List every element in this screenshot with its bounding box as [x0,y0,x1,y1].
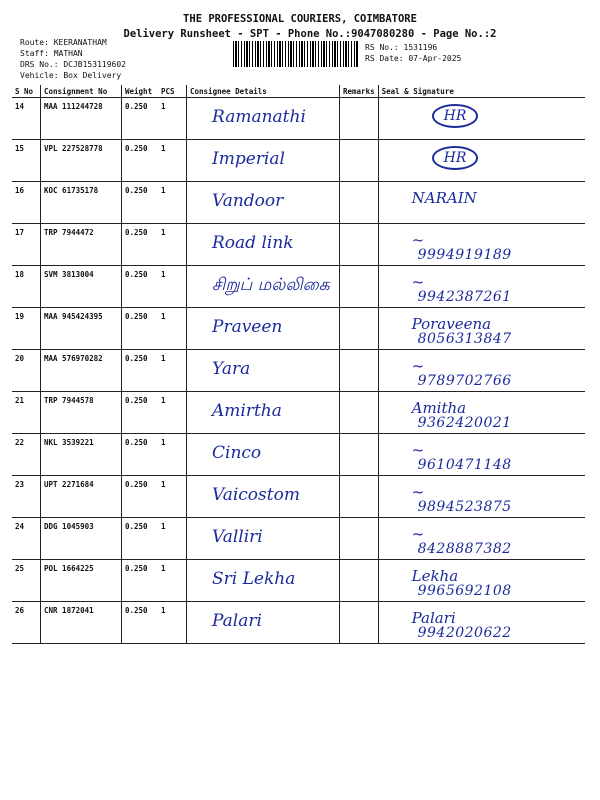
cell-remarks [340,560,379,602]
signature: Lekha [411,567,459,585]
cell-consignment: VPL 227528778 [41,140,122,182]
col-sno: S No [12,85,41,98]
receiver-phone: 9362420021 [417,415,512,431]
consignee-handwriting: சிறுப் மல்லிகை [212,275,330,295]
cell-signature [378,224,585,266]
cell-consignment: MAA 111244728 [41,98,122,140]
cell-signature [378,308,585,350]
cell-remarks [340,602,379,644]
cell-consignment: KOC 61735178 [41,182,122,224]
cell-signature [378,266,585,308]
cell-consignee [187,140,340,182]
cell-signature [378,476,585,518]
cell-consignee [187,350,340,392]
table-row [12,434,585,476]
cell-weight: 0.250 [122,350,159,392]
document-title: THE PROFESSIONAL COURIERS, COIMBATORE [183,13,417,25]
cell-weight: 0.250 [122,518,159,560]
cell-sno: 19 [12,308,41,350]
cell-pcs: 1 [158,350,187,392]
cell-sno: 26 [12,602,41,644]
col-seal-signature: Seal & Signature [378,85,585,98]
cell-weight: 0.250 [122,602,159,644]
receiver-phone: 9610471148 [417,457,512,473]
cell-weight: 0.250 [122,392,159,434]
cell-remarks [340,98,379,140]
cell-sno: 17 [12,224,41,266]
consignee-handwriting: Palari [212,611,262,631]
col-consignee: Consignee Details [187,85,340,98]
signature: Amitha [411,399,467,417]
cell-weight: 0.250 [122,560,159,602]
cell-consignee [187,308,340,350]
cell-weight: 0.250 [122,182,159,224]
cell-weight: 0.250 [122,98,159,140]
signature: Palari [411,609,456,627]
col-pcs: PCS [158,85,187,98]
cell-sno: 21 [12,392,41,434]
cell-signature [378,350,585,392]
meta-right [365,42,461,64]
cell-remarks [340,518,379,560]
cell-weight: 0.250 [122,266,159,308]
cell-consignee [187,98,340,140]
col-weight: Weight [122,85,159,98]
table-row [12,266,585,308]
consignee-handwriting: Amirtha [212,401,282,421]
cell-consignee [187,560,340,602]
rs-no-label: RS No.: 1531196 [365,43,438,52]
cell-weight: 0.250 [122,224,159,266]
signature: Poraveena [411,315,492,333]
cell-signature [378,560,585,602]
table-header-row [12,85,585,98]
seal-stamp: HR [432,104,479,128]
signature-scribble: ~ [411,231,425,249]
cell-pcs: 1 [158,476,187,518]
col-consignment: Consignment No [41,85,122,98]
consignee-handwriting: Imperial [212,149,285,169]
consignee-handwriting: Ramanathi [212,107,306,127]
cell-weight: 0.250 [122,140,159,182]
cell-pcs: 1 [158,518,187,560]
cell-weight: 0.250 [122,434,159,476]
cell-consignment: POL 1664225 [41,560,122,602]
receiver-phone: 9965692108 [417,583,512,599]
table-row [12,518,585,560]
cell-consignee [187,266,340,308]
drs-label: DRS No.: DCJB153119602 [20,60,126,69]
receiver-phone: 9942020622 [417,625,512,641]
cell-consignee [187,182,340,224]
table-row [12,224,585,266]
table-row [12,308,585,350]
receiver-phone: 9994919189 [417,247,512,263]
consignee-handwriting: Cinco [212,443,262,463]
cell-pcs: 1 [158,602,187,644]
cell-remarks [340,350,379,392]
cell-consignee [187,434,340,476]
cell-sno: 16 [12,182,41,224]
barcode [233,41,358,67]
cell-pcs: 1 [158,434,187,476]
cell-pcs: 1 [158,392,187,434]
signature-scribble: ~ [411,525,425,543]
cell-remarks [340,140,379,182]
cell-consignment: UPT 2271684 [41,476,122,518]
meta-left [20,37,126,81]
col-remarks: Remarks [340,85,379,98]
vehicle-label: Vehicle: Box Delivery [20,71,122,80]
cell-signature [378,518,585,560]
signature-scribble: ~ [411,441,425,459]
cell-pcs: 1 [158,224,187,266]
consignee-handwriting: Praveen [212,317,283,337]
consignee-handwriting: Sri Lekha [212,569,296,589]
table-row [12,392,585,434]
cell-pcs: 1 [158,266,187,308]
cell-sno: 23 [12,476,41,518]
table-row [12,350,585,392]
cell-signature [378,434,585,476]
signature-scribble: ~ [411,483,425,501]
cell-sno: 22 [12,434,41,476]
cell-signature [378,98,585,140]
consignee-handwriting: Vandoor [212,191,284,211]
runsheet-table [12,85,585,644]
cell-remarks [340,308,379,350]
table-row [12,140,585,182]
cell-remarks [340,266,379,308]
table-row [12,182,585,224]
cell-pcs: 1 [158,98,187,140]
cell-pcs: 1 [158,308,187,350]
cell-sno: 25 [12,560,41,602]
cell-consignee [187,476,340,518]
staff-label: Staff: MATHAN [20,49,83,58]
cell-remarks [340,392,379,434]
consignee-handwriting: Valliri [212,527,263,547]
cell-remarks [340,434,379,476]
receiver-phone: 9894523875 [417,499,512,515]
cell-consignee [187,518,340,560]
table-row [12,476,585,518]
cell-consignee [187,392,340,434]
cell-consignment: DDG 1045903 [41,518,122,560]
cell-consignment: MAA 576970282 [41,350,122,392]
cell-signature [378,602,585,644]
rs-date-label: RS Date: 07-Apr-2025 [365,54,462,63]
consignee-handwriting: Vaicostom [212,485,300,505]
cell-sno: 15 [12,140,41,182]
cell-signature [378,182,585,224]
cell-sno: 14 [12,98,41,140]
cell-sno: 20 [12,350,41,392]
cell-consignee [187,224,340,266]
cell-pcs: 1 [158,140,187,182]
table-row [12,98,585,140]
table-row [12,602,585,644]
cell-consignment: TRP 7944472 [41,224,122,266]
seal-stamp: HR [432,146,479,170]
document-subtitle: Delivery Runsheet - SPT - Phone No.:9047080280 - Page No.:2 [123,28,497,40]
table-row [12,560,585,602]
cell-remarks [340,182,379,224]
receiver-phone: 9789702766 [417,373,512,389]
receiver-phone: 8428887382 [417,541,512,557]
signature-scribble: ~ [411,357,425,375]
signature: NARAIN [411,189,477,207]
cell-consignee [187,602,340,644]
cell-consignment: NKL 3539221 [41,434,122,476]
cell-signature [378,392,585,434]
receiver-phone: 9942387261 [417,289,512,305]
cell-remarks [340,224,379,266]
cell-consignment: CNR 1872041 [41,602,122,644]
cell-consignment: TRP 7944578 [41,392,122,434]
consignee-handwriting: Road link [212,233,294,253]
cell-sno: 18 [12,266,41,308]
cell-consignment: SVM 3813004 [41,266,122,308]
cell-pcs: 1 [158,560,187,602]
cell-pcs: 1 [158,182,187,224]
cell-weight: 0.250 [122,308,159,350]
cell-remarks [340,476,379,518]
consignee-handwriting: Yara [212,359,251,379]
cell-sno: 24 [12,518,41,560]
cell-consignment: MAA 945424395 [41,308,122,350]
cell-weight: 0.250 [122,476,159,518]
receiver-phone: 8056313847 [417,331,512,347]
route-label: Route: KEERANATHAM [20,38,107,47]
signature-scribble: ~ [411,273,425,291]
cell-signature [378,140,585,182]
